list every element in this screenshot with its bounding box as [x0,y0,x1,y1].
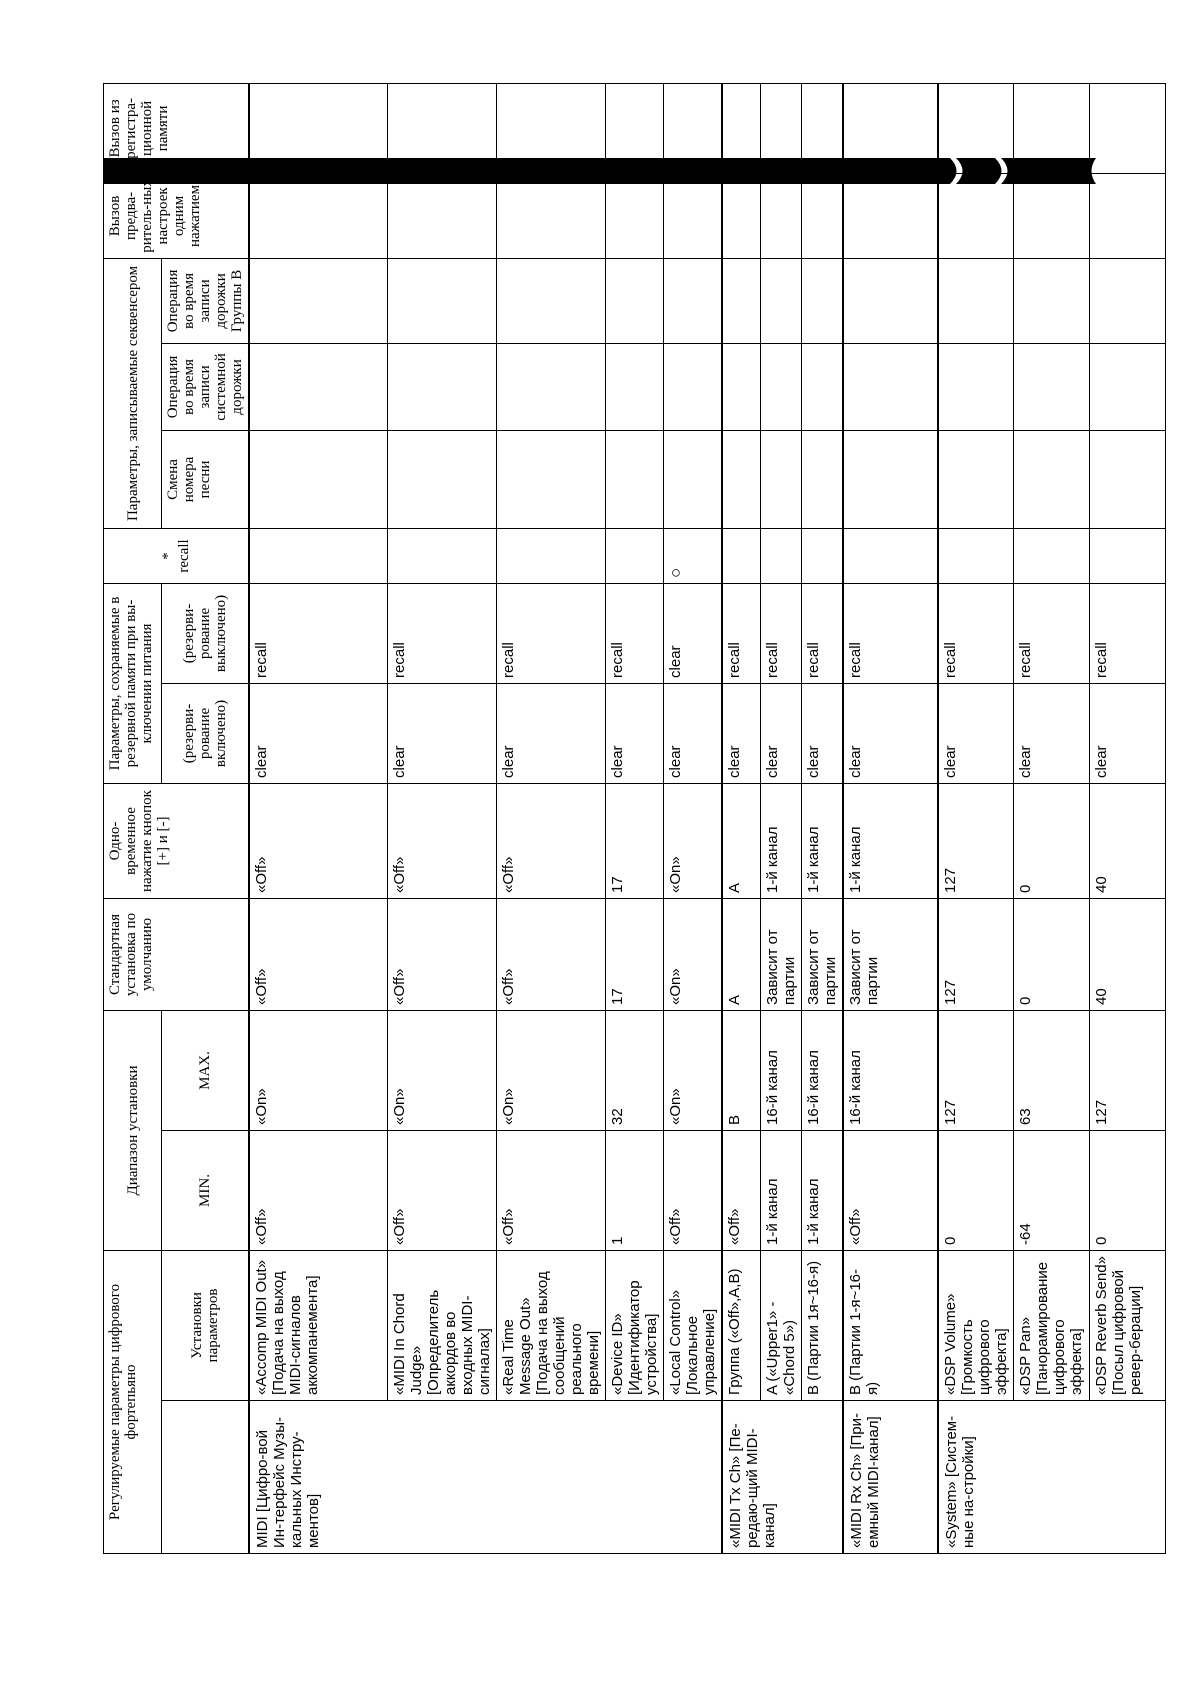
value-min: «Off» [496,1130,605,1250]
value-recall [605,528,663,583]
value-simultaneous: 0 [1013,783,1089,898]
header-registration: Вызов из регистра-ционной памяти [104,83,250,173]
value-backup-on: clear [760,683,801,783]
value-backup-off: recall [938,583,1014,683]
value-backup-off: recall [605,583,663,683]
table-row [1089,83,1165,1553]
value-default: «On» [663,898,722,1010]
param-name: «DSP Volume» [Громкость цифрового эффекта] [938,1250,1014,1400]
value-recall [938,528,1014,583]
value-min: 0 [938,1130,1014,1250]
value-simultaneous: 1-й канал [843,783,938,898]
param-name: B (Партии 1я~16-я) [801,1250,843,1400]
value-max: «On» [663,1010,722,1130]
param-name: «Accomp MIDI Out» [Подача на выход MIDI-сигналов аккомпанемента] [249,1250,387,1400]
table-row [387,83,496,1553]
value-max: B [722,1010,760,1130]
table-row [249,83,387,1553]
header-simultaneous: Одно-временное нажатие кнопок [+] и [-] [104,783,250,898]
value-backup-off: recall [843,583,938,683]
subheader-group-b-track: Операция во время записи дорожки Группы B [162,258,250,343]
value-max: «On» [249,1010,387,1130]
value-min: «Off» [722,1130,760,1250]
value-min: 1-й канал [760,1130,801,1250]
value-default: «Off» [249,898,387,1010]
table-row [843,83,938,1553]
value-default: Зависит от партии [843,898,938,1010]
value-backup-off: recall [249,583,387,683]
header-range: Диапазон установки [104,1010,162,1250]
value-max: 16-й канал [843,1010,938,1130]
header-params: Регулируемые параметры цифрового фортепьяно [104,1250,162,1553]
table-row [663,83,722,1553]
group-label-system: «System» [Систем-ные на-стройки] [938,1401,1166,1554]
param-name: «Local Control» [Локальное управление] [663,1250,722,1400]
value-default: 127 [938,898,1014,1010]
param-name: «DSP Reverb Send» [Посыл цифровой ревер-берации] [1089,1250,1165,1400]
group-label-midi-rx: «MIDI Rx Ch» [При-емный MIDI-канал] [843,1401,938,1554]
value-min: «Off» [663,1130,722,1250]
value-simultaneous: «On» [663,783,722,898]
value-max: 32 [605,1010,663,1130]
value-backup-off: recall [1089,583,1165,683]
value-recall [801,528,843,583]
value-min: 1-й канал [801,1130,843,1250]
value-min: 1 [605,1130,663,1250]
value-recall [496,528,605,583]
param-name: «Real Time Message Out» [Подача на выход сообщений реального времени] [496,1250,605,1400]
param-name: B (Партии 1-я~16-я) [843,1250,938,1400]
value-simultaneous: 40 [1089,783,1165,898]
table-row [1013,83,1089,1553]
value-default: 0 [1013,898,1089,1010]
value-simultaneous: 17 [605,783,663,898]
param-name: «MIDI In Chord Judge» [Определитель аккордов во входных MIDI-сигналах] [387,1250,496,1400]
value-recall [760,528,801,583]
value-max: «On» [387,1010,496,1130]
value-recall: ○ [663,528,722,583]
param-name: A («Upper1» - «Chord 5») [760,1250,801,1400]
header-one-touch: Вызов предва-ритель-ных настроек одним нажатием [104,173,250,258]
group-label-midi: MIDI [Цифро-вой Ин-терфейс Музы-кальных Инстру-ментов] [249,1401,722,1554]
value-backup-off: recall [496,583,605,683]
header-sequencer: Параметры, записываемые секвенсером [104,258,162,528]
value-max: 127 [938,1010,1014,1130]
value-recall [387,528,496,583]
value-backup-off: clear [663,583,722,683]
param-name: «Device ID» [Идентификатор устройства] [605,1250,663,1400]
value-backup-on: clear [249,683,387,783]
value-max: 63 [1013,1010,1089,1130]
value-min: -64 [1013,1130,1089,1250]
value-backup-off: recall [722,583,760,683]
table-row [496,83,605,1553]
value-simultaneous: «Off» [249,783,387,898]
value-simultaneous: «Off» [387,783,496,898]
value-default: Зависит от партии [760,898,801,1010]
value-default: «Off» [496,898,605,1010]
rotated-table-wrapper [103,98,1144,1554]
table-row [760,83,801,1553]
subheader-backup-off: (резерви-рование выключено) [162,583,250,683]
value-max: 127 [1089,1010,1165,1130]
value-backup-on: clear [663,683,722,783]
value-default: 17 [605,898,663,1010]
value-backup-on: clear [801,683,843,783]
value-backup-off: recall [1013,583,1089,683]
value-backup-on: clear [496,683,605,783]
value-backup-on: clear [843,683,938,783]
value-simultaneous: «Off» [496,783,605,898]
table-row [605,83,663,1553]
group-label-midi-tx: «MIDI Tx Ch» [Пе-редаю-щий MIDI-канал] [722,1401,843,1554]
value-recall [1013,528,1089,583]
value-max: 16-й канал [760,1010,801,1130]
subheader-settings: Установки параметров [162,1250,250,1400]
subheader-song-change: Смена номера песни [162,430,250,528]
value-recall [722,528,760,583]
value-min: 0 [1089,1130,1165,1250]
value-default: «Off» [387,898,496,1010]
header-default: Стандартная установка по умолчанию [104,898,250,1010]
param-name: «DSP Pan» [Панорамирование цифрового эффекта] [1013,1250,1089,1400]
value-max: «On» [496,1010,605,1130]
value-min: «Off» [249,1130,387,1250]
value-backup-on: clear [387,683,496,783]
subheader-max: MAX. [162,1010,250,1130]
value-backup-on: clear [1089,683,1165,783]
value-min: «Off» [843,1130,938,1250]
value-simultaneous: A [722,783,760,898]
parameters-table [103,83,1166,1554]
value-backup-on: clear [722,683,760,783]
value-backup-on: clear [1013,683,1089,783]
value-default: A [722,898,760,1010]
value-simultaneous: 1-й канал [801,783,843,898]
subheader-min: MIN. [162,1130,250,1250]
value-recall [1089,528,1165,583]
table-row [938,83,1014,1553]
table-row [801,83,843,1553]
value-simultaneous: 127 [938,783,1014,898]
value-min: «Off» [387,1130,496,1250]
value-recall [249,528,387,583]
value-simultaneous: 1-й канал [760,783,801,898]
value-backup-off: recall [387,583,496,683]
value-default: 40 [1089,898,1165,1010]
value-recall [843,528,938,583]
value-backup-off: recall [801,583,843,683]
value-backup-on: clear [605,683,663,783]
subheader-system-track: Операция во время записи системной дорожки [162,343,250,430]
value-max: 16-й канал [801,1010,843,1130]
header-recall: * recall [104,528,250,583]
value-default: Зависит от партии [801,898,843,1010]
subheader-backup-on: (резерви-рование включено) [162,683,250,783]
param-name: Группа («Off»,A,B) [722,1250,760,1400]
value-backup-on: clear [938,683,1014,783]
table-row [722,83,760,1553]
value-backup-off: recall [760,583,801,683]
header-backup: Параметры, сохраняемые в резервной памяти при вы-ключении питания [104,583,162,783]
